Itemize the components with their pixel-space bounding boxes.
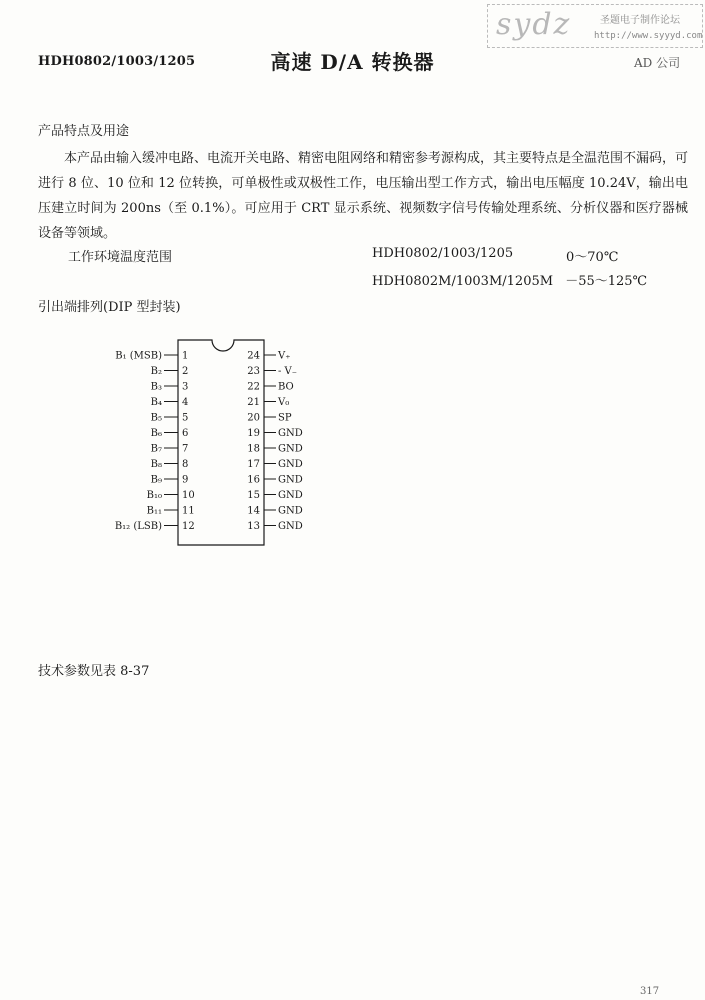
pin-label: GND xyxy=(278,428,303,439)
left-pin xyxy=(115,521,195,532)
right-pin-group xyxy=(247,351,303,533)
pin-number: 9 xyxy=(182,474,189,486)
right-pin xyxy=(247,397,289,408)
right-pin xyxy=(247,428,303,439)
pin-label: GND xyxy=(278,459,303,470)
pin-label: V₀ xyxy=(278,397,290,408)
pin-label: GND xyxy=(278,474,303,486)
features-heading: 产品特点及用途 xyxy=(38,124,130,139)
pin-number: 19 xyxy=(247,428,260,439)
pin-number: 5 xyxy=(182,412,189,424)
pin-label: B₃ xyxy=(150,381,162,393)
env-row-military xyxy=(372,270,647,289)
pin-number: 20 xyxy=(247,412,260,424)
left-pin xyxy=(151,428,189,439)
left-pin xyxy=(151,459,189,470)
watermark-logo-glyph: sydz xyxy=(496,7,572,42)
right-pin xyxy=(247,382,293,393)
pin-label: V₊ xyxy=(278,350,291,362)
left-pin xyxy=(151,366,189,377)
left-pin xyxy=(151,475,189,486)
pin-number: 18 xyxy=(247,443,260,455)
right-pin xyxy=(247,444,303,455)
pin-number: 13 xyxy=(247,521,260,532)
pin-label: B₁₁ xyxy=(146,505,162,517)
env-parts-military: HDH0802M/1003M/1205M xyxy=(372,274,554,289)
pin-label: B₉ xyxy=(150,474,162,486)
left-pin xyxy=(151,413,189,424)
header-company: AD 公司 xyxy=(634,56,681,70)
pin-label: GND xyxy=(278,521,303,532)
pin-number: 2 xyxy=(182,366,189,377)
pin-number: 16 xyxy=(247,474,260,486)
left-pin xyxy=(151,382,189,393)
pin-label: GND xyxy=(278,505,303,517)
pin-number: 4 xyxy=(182,397,189,408)
left-pin xyxy=(147,506,195,517)
table-reference: 技术参数见表 8-37 xyxy=(38,664,150,679)
right-pin xyxy=(247,366,297,377)
pin-number: 23 xyxy=(247,366,260,377)
pin-label: B₁₂ (LSB) xyxy=(114,521,162,532)
pin-number: 11 xyxy=(182,505,195,517)
pin-label: SP xyxy=(278,412,292,424)
pin-label: B₂ xyxy=(150,366,162,377)
right-pin xyxy=(247,413,292,424)
left-pin xyxy=(147,490,195,501)
pin-number: 22 xyxy=(247,381,260,393)
right-pin xyxy=(247,521,303,532)
right-pin xyxy=(247,459,303,470)
env-range-military: －55～125℃ xyxy=(565,274,648,289)
pin-number: 10 xyxy=(182,490,195,501)
env-temp-label: 工作环境温度范围 xyxy=(68,250,173,265)
dip-pinout-diagram xyxy=(0,330,705,560)
pin-label: B₈ xyxy=(150,459,162,470)
pin-number: 8 xyxy=(182,459,189,470)
pin-number: 12 xyxy=(182,521,195,532)
pin-label: B₅ xyxy=(150,412,162,424)
watermark-site-url: http://www.syyyd.com xyxy=(594,31,703,41)
pin-number: 14 xyxy=(247,505,260,517)
right-pin xyxy=(247,506,303,517)
right-pin xyxy=(247,351,290,362)
pin-number: 1 xyxy=(182,350,189,362)
pinout-heading: 引出端排列(DIP 型封装) xyxy=(38,300,181,315)
watermark-site-name: 圣题电子制作论坛 xyxy=(600,15,680,26)
pin-label: GND xyxy=(278,490,303,501)
header-part-numbers: HDH0802/1003/1205 xyxy=(38,54,196,69)
pin-label: BO xyxy=(278,381,294,393)
pin-number: 24 xyxy=(247,350,260,362)
features-paragraph: 本产品由输入缓冲电路、电流开关电路、精密电阻网络和精密参考源构成，其主要特点是全温范围不漏码，可进行 8 位、10 位和 12 位转换，可单极性或双极性工作，电压输出型工作方式，输出电压幅度 10.24V，输出电压建立时间为 200ns（至 0.1%）。可应用于 CRT 显示系统、视频数字信号传输处理系统、分析仪器和医疗器械设备等领域。 xyxy=(38,151,689,241)
right-pin xyxy=(247,490,303,501)
pin-number: 7 xyxy=(182,443,189,455)
page-number: 317 xyxy=(640,986,660,997)
env-parts-commercial: HDH0802/1003/1205 xyxy=(372,246,514,261)
left-pin xyxy=(151,397,189,408)
pin-label: GND xyxy=(278,443,303,455)
pin-label: B₁ (MSB) xyxy=(115,350,162,362)
pin-number: 21 xyxy=(247,397,260,408)
env-range-commercial: 0～70℃ xyxy=(566,250,619,265)
pin-label: B₁₀ xyxy=(146,490,162,501)
pin-number: 6 xyxy=(182,428,189,439)
watermark-logo xyxy=(487,4,703,48)
left-pin-group xyxy=(115,351,195,533)
pin-number: 3 xyxy=(182,381,189,393)
pin-number: 15 xyxy=(247,490,260,501)
pin-number: 17 xyxy=(247,459,260,470)
right-pin xyxy=(247,475,303,486)
page-title: 高速 D/A 转换器 xyxy=(270,50,435,74)
pin-label: - V₋ xyxy=(278,366,298,377)
pin-label: B₆ xyxy=(150,428,162,439)
pin-label: B₄ xyxy=(150,397,162,408)
left-pin xyxy=(151,444,189,455)
pin-label: B₇ xyxy=(150,443,162,455)
